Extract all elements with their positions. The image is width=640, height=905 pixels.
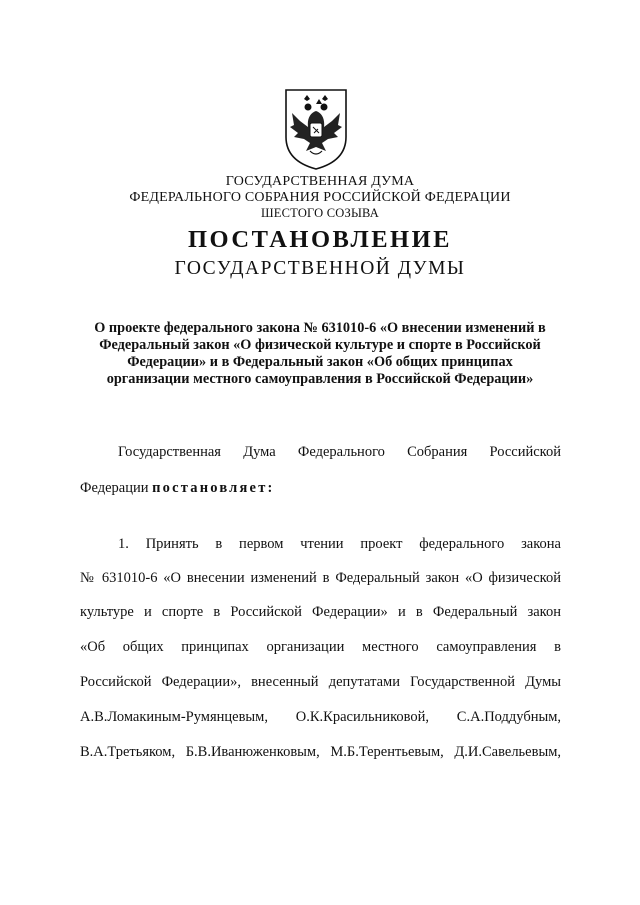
- document-title: ПОСТАНОВЛЕНИЕ: [188, 226, 452, 253]
- preamble-subject: Федерации: [80, 480, 149, 496]
- convocation-line: ШЕСТОГО СОЗЫВА: [260, 206, 380, 220]
- preamble-verb: постановляет:: [152, 480, 275, 496]
- item1-line-7: В.А.Третьяком, Б.В.Иванюженковым, М.Б.Терентьевым, Д.И.Савельевым,: [80, 744, 561, 760]
- item1-line-2: № 631010-6 «О внесении изменений в Федеральный закон «О физической: [80, 570, 561, 586]
- heading-line: Федерации» и в Федеральный закон «Об общих принципах: [127, 354, 513, 370]
- preamble-line-2: [80, 480, 561, 497]
- item1-line-5: Российской Федерации», внесенный депутатами Государственной Думы: [80, 674, 561, 690]
- heading-line: Федеральный закон «О физической культуре и спорте в Российской: [99, 337, 541, 353]
- coat-of-arms-emblem: [280, 87, 352, 171]
- preamble-line-1: Государственная Дума Федерального Собрания Российской: [118, 444, 561, 460]
- org-name-line-2: ФЕДЕРАЛЬНОГО СОБРАНИЯ РОССИЙСКОЙ ФЕДЕРАЦИИ: [129, 190, 511, 205]
- document-subtitle: ГОСУДАРСТВЕННОЙ ДУМЫ: [174, 258, 466, 279]
- resolution-heading: [70, 320, 570, 388]
- item1-line-3: культуре и спорте в Российской Федерации» и в Федеральный закон: [80, 604, 561, 620]
- item1-line-1: 1. Принять в первом чтении проект федерального закона: [118, 536, 561, 552]
- org-name-line-1: ГОСУДАРСТВЕННАЯ ДУМА: [225, 174, 415, 189]
- item1-line-6: А.В.Ломакиным-Румянцевым, О.К.Красильниковой, С.А.Поддубным,: [80, 709, 561, 725]
- heading-line: организации местного самоуправления в Российской Федерации»: [106, 371, 534, 387]
- item1-line-4: «Об общих принципах организации местного самоуправления в: [80, 639, 561, 655]
- heading-line: О проекте федерального закона № 631010-6 «О внесении изменений в: [94, 320, 546, 336]
